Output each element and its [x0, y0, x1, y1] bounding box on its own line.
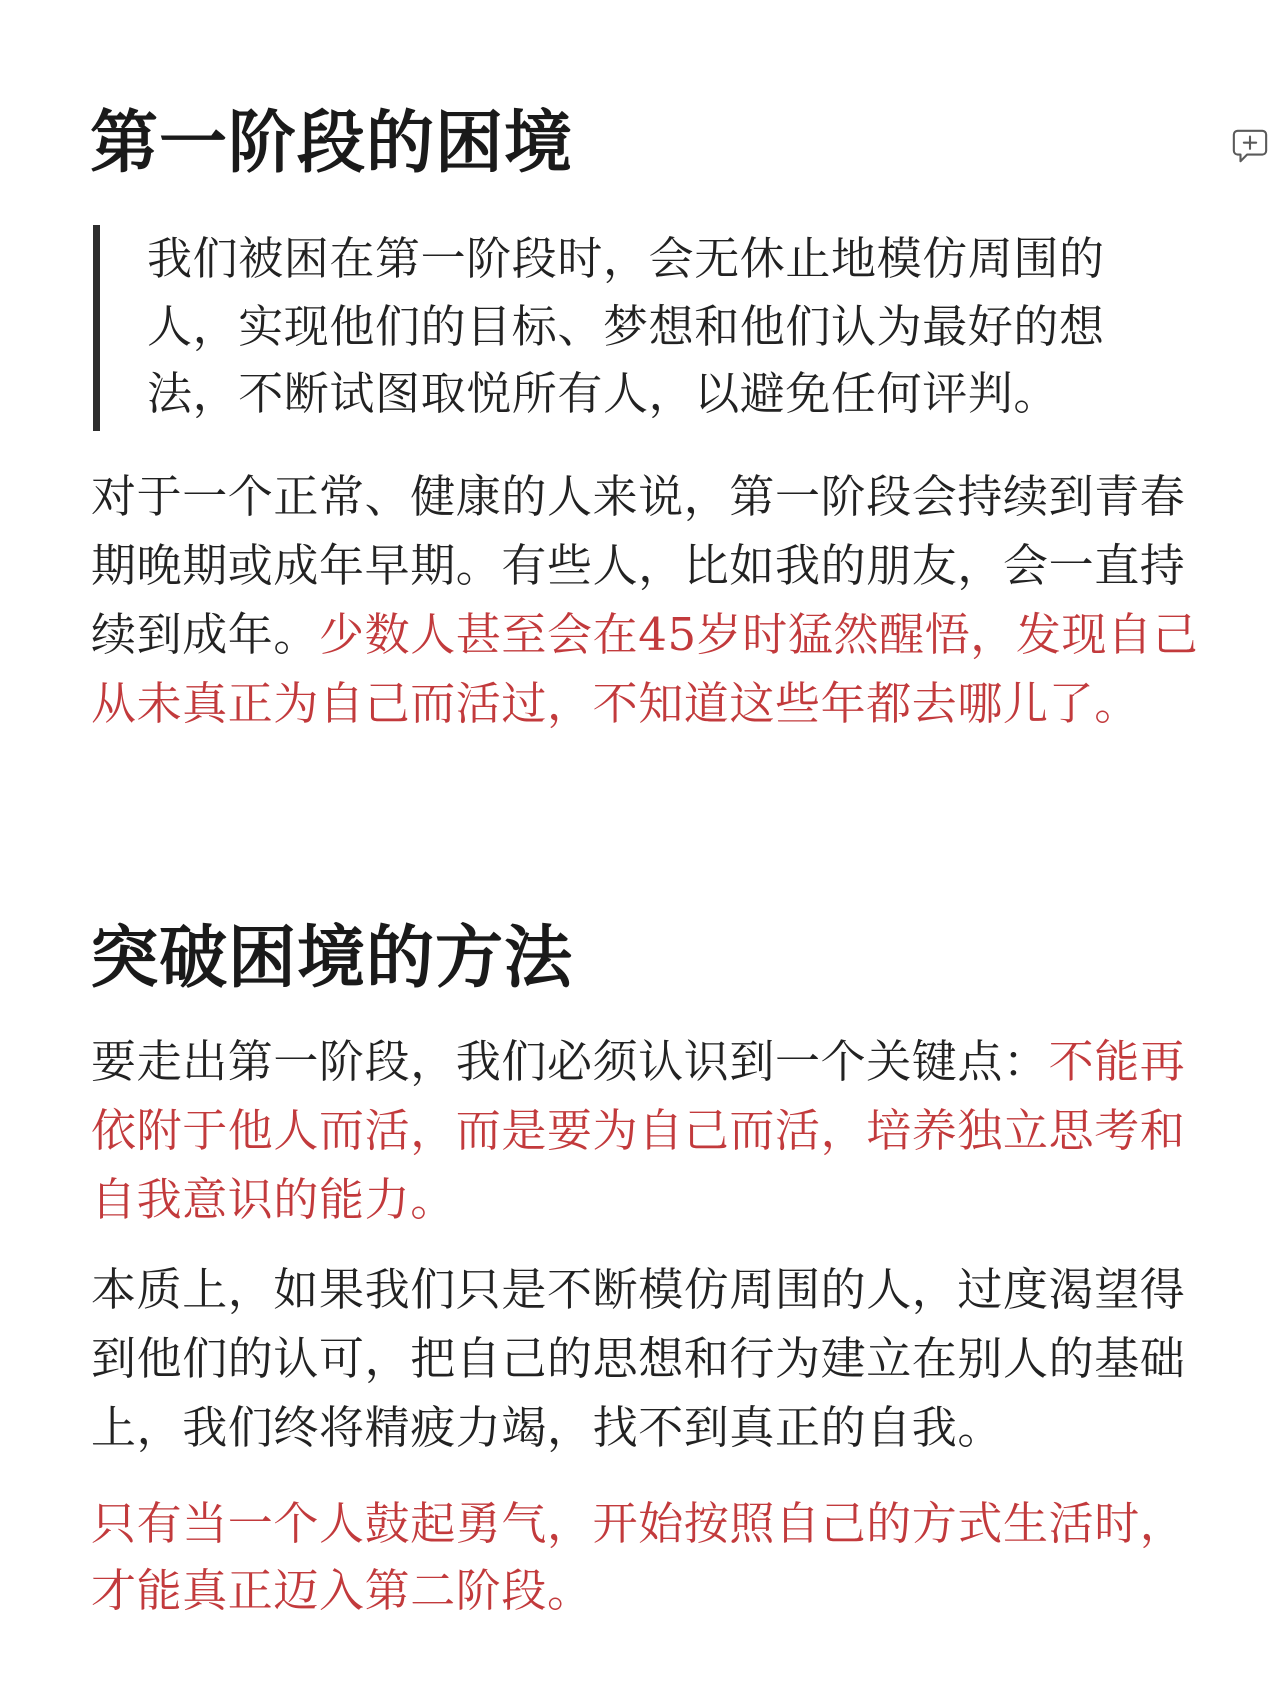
quote-line: 法，不断试图取悦所有人，以避免任何评判。	[147, 367, 1060, 420]
section-heading: 突破困境的方法	[90, 918, 574, 998]
highlighted-text: 才能真正迈入第二阶段。	[91, 1564, 593, 1617]
body-text: 续到成年。	[91, 608, 320, 661]
highlighted-text: 少数人甚至会在45岁时猛然醒悟，发现自己	[319, 608, 1199, 661]
paragraph-line	[91, 600, 1198, 669]
body-text: 上，我们终将精疲力竭，找不到真正的自我。	[91, 1401, 1004, 1454]
add-comment-button[interactable]	[1231, 127, 1269, 165]
paragraph-line	[91, 1324, 1185, 1393]
body-text: 期晚期或成年早期。有些人，比如我的朋友，会一直持	[91, 539, 1186, 592]
paragraph	[91, 1027, 1185, 1234]
blockquote	[93, 225, 1133, 431]
paragraph	[91, 1255, 1185, 1462]
add-comment-icon	[1231, 127, 1269, 165]
highlighted-text: 不能再	[1048, 1035, 1186, 1088]
body-text: 对于一个正常、健康的人来说，第一阶段会持续到青春	[91, 470, 1186, 523]
body-text: 要走出第一阶段，我们必须认识到一个关键点：	[91, 1035, 1049, 1088]
paragraph-line	[91, 1165, 1185, 1234]
body-text: 本质上，如果我们只是不断模仿周围的人，过度渴望得	[91, 1263, 1186, 1316]
paragraph-line	[91, 1027, 1185, 1096]
quote-line: 我们被困在第一阶段时，会无休止地模仿周围的	[147, 232, 1105, 285]
paragraph-line	[91, 1393, 1185, 1462]
paragraph-line	[91, 1490, 1185, 1557]
highlighted-text: 从未真正为自己而活过，不知道这些年都去哪儿了。	[91, 677, 1140, 730]
highlighted-text: 只有当一个人鼓起勇气，开始按照自己的方式生活时，	[91, 1497, 1186, 1550]
paragraph-line	[91, 1096, 1185, 1165]
paragraph-line	[91, 462, 1198, 531]
section-heading: 第一阶段的困境	[90, 103, 574, 183]
paragraph-line	[91, 1557, 1185, 1624]
paragraph-line	[91, 669, 1198, 738]
quote-line: 人，实现他们的目标、梦想和他们认为最好的想	[147, 299, 1105, 353]
paragraph	[91, 1490, 1185, 1624]
quote-text	[147, 225, 1105, 428]
paragraph-line	[91, 1255, 1185, 1324]
paragraph	[91, 462, 1198, 738]
paragraph-line	[91, 531, 1198, 600]
highlighted-text: 自我意识的能力。	[91, 1173, 456, 1226]
highlighted-text: 依附于他人而活，而是要为自己而活，培养独立思考和	[91, 1104, 1186, 1157]
body-text: 到他们的认可，把自己的思想和行为建立在别人的基础	[91, 1332, 1186, 1385]
quote-bar	[93, 225, 100, 431]
